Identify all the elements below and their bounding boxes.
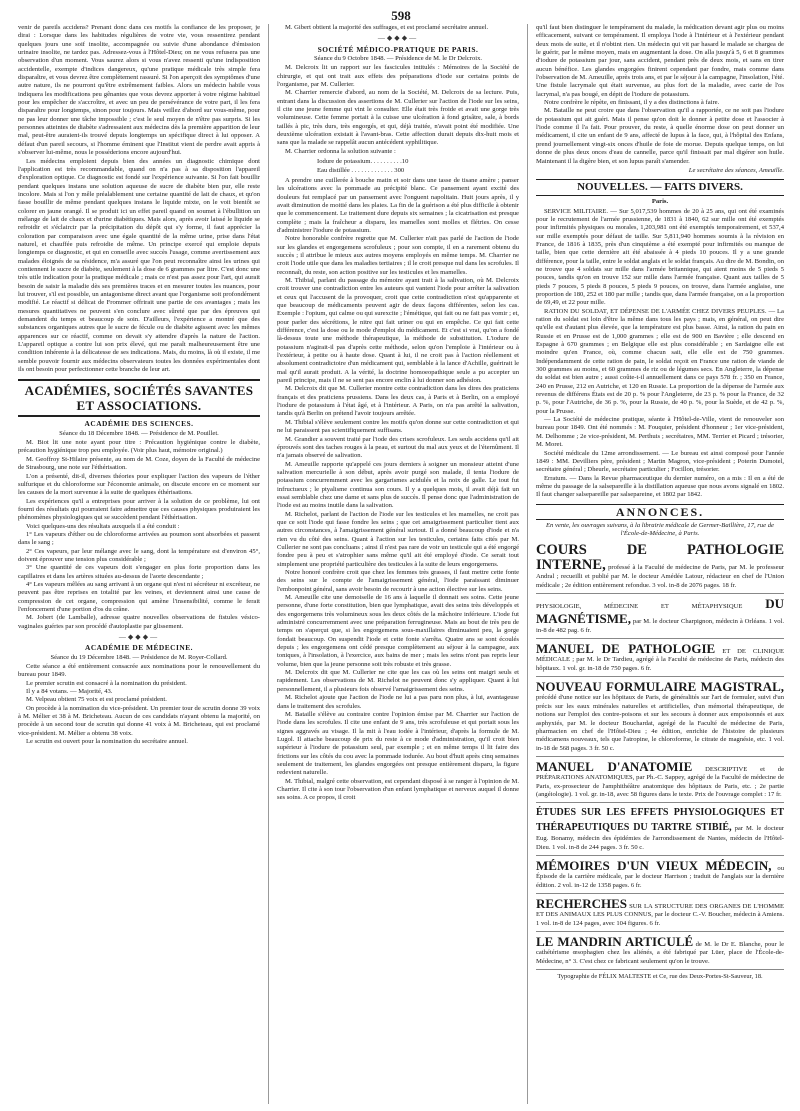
article-continuation: venir de pareils accidens? Prenant donc dans ces motifs la confiance de les proposer, je dirai : Lorsque dans les habitudes régulières de votre vie, vous ressentirez pendant quelques jours une soif insolite, accompagnée ou suivie d'une abondance d'émission urinaire insolite, ne tardez pas. Adressez-vous à l'Hôtel-Dieu; on ne vous refusera pas une observation d'un moment. Vous saurez alors si vous n'avez ressenti qu'une indisposition accidentelle, exempte d'indices dangereux, qu'une pratique médicale très simple fera disparaître, et vous devrez être complètement rassuré. Si l'on aperçoit des symptômes d'une autre nature, ils ne pourront qu'être extrêmement faibles. Alors un médecin habile vous indiquera les modifications peu gênantes que vous devrez apporter à votre régime habituel pour les empêcher de s'accroître, et avec un peu de persévérance de votre part, il les fera disparaître pour longtemps, sinon pour toujours. Mais veillez d'abord sur vous-même, pour ne pas leur donner une tâche impossible ; c'est le seul moyen de n'être pas surpris. Si les personnes atteintes de diabète s'adressaient aux médecins dès la première apparition de leur mal, peut-être auraient-ils trouvé depuis longtemps un spécifique direct à lui opposer. A défaut d'un pareil secours, si l'homme éminent que l'Institut vient de perdre avait appris à s'observer lui-même, nous le posséderions encore aujourd'hui. <box>18 24 260 157</box>
news-item: SERVICE MILITAIRE. — Sur 5,017,539 hommes de 20 à 25 ans, qui ont été examinés pour le recrutement de l'armée prussienne, de 1831 à 1840, 62 sur mille ont été exemptés pour infirmités physiques ou morales, 1,203,981 ont été exemptés temporairement, et 537,4 sur mille exemptés pour défaut de taille. Sur 5,811,940 hommes soumis à la révision en France, de 1816 à 1835, près d'un cinquième a été exempté pour infirmités ou manque de taille, bien que cette dernière ait été abaissée à 4 pieds 10 pouces. Il y a une grande différence, pour la taille, entre le soldat anglais et le soldat français. Au dire de M. Bondin, on ne trouve que 4 soldats sur mille dans l'armée britannique, qui aient moins de 5 pieds 5 pouces, tandis qu'on en trouve 152 sur mille dans l'armée française. Quant aux tailles de 5 pieds 7 pouces, 5 pieds 8 pouces, 5 pieds 9 pouces, on trouve, dans l'armée anglaise, une proportion de 180, 252 et 180 par mille ; tandis que, dans l'armée française, on a la proportion de 69,49, et 22 pour mille. <box>536 207 784 307</box>
news-item: RATION DU SOLDAT, ET DÉPENSE DE L'ARMÉE CHEZ DIVERS PEUPLES. — La ration du soldat est loin d'être la même dans tous les pays ; mais, en général, on peut dire qu'elle est d'autant plus élevée, que la température est plus basse. Ainsi, la ration du pain en Russie et en Prusse est de 1,000 grammes ; elle est de 900 en Bavière ; elle descend en Espagne à 670 grammes ; en Belgique elle est plus considérable ; en Sardaigne elle est moindre qu'en France, où, comme chacun sait, elle elle est de 750 grammes. Indépendamment de cette ration de pain, le soldat reçoit en France une ration de viande de 300 grammes au moins, et 60 grammes de riz ou de légumes secs. En Angleterre, la dépense du soldat est bien autre ; aussi coûte-t-il annuellement dans ce pays 578 fr. ; 350 en France, 240 en Prusse, 212 en Autriche, et 120 en Russie. La proportion de la dépense de l'armée aux revenus de différens États est de 20 p. % pour l'Angleterre, de 23 p. % pour la France, de 32 p. %, pour l'Autriche, de 36 p. %, pour la Russie, de 40 p. %, pour la Suède, et de 42 p. %, pour la Prusse. <box>536 307 784 415</box>
paragraph: 1° Les vapeurs d'éther ou de chloroforme arrivées au poumon sont absorbées et passent dans le sang ; <box>18 530 260 547</box>
ad-title: NOUVEAU FORMULAIRE MAGISTRAL, <box>536 679 784 695</box>
academie-sciences-heading: ACADÉMIE DES SCIENCES. <box>84 419 194 429</box>
column-rule <box>527 24 528 1104</box>
advertisement <box>536 803 784 856</box>
paragraph: qu'il faut bien distinguer le tempérament du malade, la médication devant agir plus ou moins efficacement, suivant ce tempérament. Il employa l'iode à l'intérieur et à l'extérieur pendant deux mois de suite, et il n'obtint rien. Un médecin qui vit par hasard le malade se chargea de le guérir, par le même moyen, mais en augmentant la dose. On alla jusqu'à 5, 6 et 8 grammes d'iodure de potassium par jour, sans accident, pendant près de deux mois, et sans en tirer aucun bénéfice. Les glandes engorgées finirent cependant par fondre, mais comme dans l'observation de M. Ameuille, après trois ans, et par le séjour à la campagne, l'insolation, l'été. Une fistule lacrymale qui était survenue, au plus fort de la maladie, avec carie de l'os lacrymal, n'a pas bougé, en dépit de l'iodure de potassium. <box>536 24 784 98</box>
paragraph: M. Thibial, parlant du passage du mémoire ayant trait à la salivation, où M. Delcroix croit trouver une contradiction entre les auteurs qui vantent l'iode pour arrêter la salivation et ceux qui l'accusent de la provoquer, croit que cette contradiction n'est qu'apparente et que beaucoup de médicaments peuvent agir de deux façons différentes, selon les cas. Exemple : l'opium, qui calme ou qui surexcite ; l'émétique, qui fait ou ne fait pas vomir ; et, pour parler des sécrétions, le nitre qui fait uriner ou qui en empêche. Ce qui fait cette différence, c'est la dose ou le mode d'emploi du médicament. Et c'est si vrai, qu'on a fondé là-dessus toute une méthode thérapeutique, la méthode de substitution. L'iodure de potassium n'agirait-il pas d'après cette méthode, selon qu'on l'emploie à l'intérieur ou à l'extérieur, à petite ou à haute dose. Quant à lui, il ne croit pas à l'action réellement et absolument contradictoire d'un médicament qui, semblable à la lance d'Achille, guérirait le mal qu'il aurait produit. A la vérité, la doctrine homoeopathique seule a pu accepter un pareil principe, mais il ne se sent pas encore enclin à lui donner son adhésion. <box>277 276 519 385</box>
paragraph: 2° Ces vapeurs, par leur mélange avec le sang, dont la température est d'environ 45°, doivent éprouver une tension plus considérable ; <box>18 547 260 563</box>
news-item: Erratum. — Dans la Revue pharmaceutique du dernier numéro, on a mis : Il en a été de même du passage de la salsepareille à la distillation aqueuse que nous avons signalé en 1802. Il faut changer salsepareille par salsepareine, et 1802 par 1842. <box>536 474 784 499</box>
advertisement <box>536 639 784 677</box>
paragraph: M. Charrier remercie d'abord, au nom de la Société, M. Delcroix de sa lecture. Puis, entrant dans la discussion des assertions de M. Cullerier sur l'action de l'iode sur les seins, il cite une jeune femme qui vint le consulter. Elle était très froide et avait une gorge très volumineuse. Cette femme portait à la cuisse une ulcération à fond grisâtre, sale, à bords taillés à pic, très durs, très engorgés, et qui, déjà traitée, n'avait point été modifiée. Une deuxième ulcération existait à l'avant-bras. Cette affection durait depuis dix-huit mois et sans que la malade se rappelât aucun antécédent syphilitique. <box>277 89 519 147</box>
ad-title: ÉTUDES SUR LES EFFETS PHYSIOLOGIQUES ET THÉRAPEUTIQUES DU TARTRE STIBIÉ, <box>536 807 784 834</box>
paragraph: Le premier scrutin est consacré à la nomination du président. <box>26 679 187 687</box>
paragraph: M. Bataille ne peut croire que dans l'observation qu'il a rapportée, ce ne soit pas l'iodure de potassium qui ait guéri. Mais il pense qu'on doit le donner à petite dose et l'associer à l'iode comme il l'a fait. Pour prouver, du reste, à quelle énorme dose on peut donner un médicament, il cite un enfant de 9 ans, affecté de lupus à la face, qui, à l'hôpital des Enfans, prend journellement vingt-six onces d'huile de foie de morue. Depuis quelque temps, on lui donne de plus deux onces d'eau de cannelle, parce qu'il finissait par mal digérer son huile. Maintenant il la digère bien, et son lupus paraît s'amender. <box>536 107 784 165</box>
paragraph: M. Velpeau obtient 75 voix et est proclamé président. <box>26 696 167 704</box>
paragraph: M. Geoffroy St-Hilaire présente, au nom de M. Coze, doyen de la Faculté de médecine de Strasbourg, une note sur l'éthérisation. <box>18 455 260 472</box>
ornament-divider: —◆◆◆— <box>118 633 160 642</box>
ad-title: MANUEL DE PATHOLOGIE <box>536 641 716 657</box>
paragraph: Notre honorable confrère regrette que M. Cullerier n'ait pas parlé de l'action de l'iode sur les glandes et engorgemens scrofuleux ; pour son compte, il en a rarement obtenu du succès ; il attribue le mieux aux autres moyens employés en même temps. M. Charrier ne croit l'iode utile que dans les maladies tertiaires ; il le croit presque nul dans les scrofules. Il reconnaît, du reste, son action positive sur les testicules et les mamelles. <box>277 235 519 276</box>
annonces-heading: ANNONCES. <box>536 504 784 520</box>
ad-title: MANUEL D'ANATOMIE <box>536 758 693 774</box>
printer-footer: Typographie de FÉLIX MALTESTE et Ce, rue des Deux-Portes-St-Sauveur, 18. <box>557 973 763 981</box>
nouvelles-heading: NOUVELLES. — FAITS DIVERS. <box>536 179 784 196</box>
paragraph: M. Richelot, parlant de l'action de l'iode sur les testicules et les mamelles, ne croit pas que ce soit l'iode qui fasse fondre les seins ; que cet amaigrissement particulier tient aux autres circonstances, à l'amaigrissement général surtout. Il a donné beaucoup d'iode et n'a rien vu du côté des seins. Quant à l'action sur les testicules, certains faits cités par M. Cullerier ne sont pas concluans ; ainsi il n'est pas rare de voir un testicule qui a été engorgé fondre peu à peu et s'atrophier sans même qu'il ait été employé d'iode. Ce serait tout simplement une propriété particulière des testicules à la suite de leurs engorgemens. <box>277 510 519 568</box>
paragraph: M. Delcroix lit un rapport sur les fascicules intitulés : Mémoires de la Société de chirurgie, et qui ont trait aux effets des préparations d'iode sur certains points de l'organisme, par M. Cullerier. <box>277 64 519 89</box>
paragraph: Les expériences qu'il a entreprises pour arriver à la solution de ce problème, lui ont fourni des résultats qui pourraient faire admettre que ces causes physiques produiraient les phénomènes physiologiques qui se succèdent pendant l'éthérisation. <box>18 497 260 522</box>
advertisement <box>536 541 784 594</box>
section-heading-academies: ACADÉMIES, SOCIÉTÉS SAVANTES ET ASSOCIATIONS. <box>18 379 260 417</box>
ad-description: de M. le Dr E. Blanche, pour le cathétérisme œsophagien chez les aliénés, a été fabriqué par Lüer, place de l'École-de-Médecine, n° 3. C'est chez ce fabricant seulement qu'on le trouve. <box>536 941 784 965</box>
ad-description: ou Épisode de la carrière médicale, par le docteur Harrison ; traduit de l'anglais sur la dernière édition. 2 vol. in-12 de 1358 pages. 6 fr. <box>536 864 784 889</box>
annonces-intro: En vente, les ouvrages suivans, à la librairie médicale de Germer-Baillière, 17, rue de l'École-de-Médecine, à Paris. <box>546 521 774 537</box>
paragraph: M. Richelot ajoute que l'action de l'iode ne lui a pas paru non plus, à lui, avantageuse dans le traitement des scrofules. <box>277 694 519 710</box>
column-2 <box>277 24 519 1104</box>
advertisement <box>536 677 784 757</box>
paragraph: On procède à la nomination du vice-président. Un premier tour de scrutin donne 39 voix à M. Mélier et 38 à M. Bricheteau. Aucun de ces candidats n'ayant obtenu la majorité, on procède à un second tour de scrutin qui donne 41 voix à M. Bricheteau, qui est proclamé vice-président. M. Mélier a obtenu 38 voix. <box>18 704 260 737</box>
city-label: Paris. <box>651 198 669 206</box>
session-line: Séance du 9 Octobre 1848. — Présidence de M. le Dr Delcroix. <box>313 55 483 63</box>
paragraph: M. Gibert obtient la majorité des suffrages, et est proclamé secrétaire annuel. <box>285 24 489 31</box>
signature-line: Le secrétaire des séances, Ameuille. <box>688 166 784 174</box>
paragraph: M. Ameuille rapporte qu'appelé ces jours derniers à soigner un monsieur atteint d'une salivation mercurielle à son début, après avoir purgé son malade, il tenta l'iodure de potassium concurremment avec les gargarismes acidulés et la noix de galle. Le tout fut infructueux ; le ptyalisme continua son cours. Il y a quelques mois, il avait déjà fait un essai semblable chez une dame et sans plus de succès. Il pense donc que l'administration de l'iode est au moins inutile dans la salivation. <box>277 460 519 510</box>
paragraph: M. Thibial s'élève seulement contre les motifs qu'on donne sur cette contradiction et qui ne lui paraissent pas scientifiquement suffisans. <box>277 418 519 435</box>
paragraph: 3° Une quantité de ces vapeurs doit s'engager en plus forte proportion dans les capillaires et dans les artères situées au-dessus de l'aorte descendante ; <box>18 564 260 580</box>
newspaper-page <box>18 8 784 1104</box>
ad-description: ET DE CLINIQUE MÉDICALE ; par M. le Dr Tardieu, agrégé à la Faculté de médecine de Paris, médecin des hôpitaux. 1 vol. gr. in-18 de 750 pages. 6 fr. <box>536 648 784 672</box>
ornament-divider: —◆◆◆— <box>377 34 419 43</box>
formula <box>317 158 519 175</box>
paragraph: L'on a présenté, dit-il, diverses théories pour expliquer l'action des vapeurs de l'éther sulfurique et du chloroforme sur l'économie animale, on discute encore en ce moment sur les causes de la mort survenue à la suite de quelques éthérisations. <box>18 472 260 497</box>
formula-line: Iodure de potassium. . . . . . . . . .10 <box>317 158 409 166</box>
ad-description: professé à la Faculté de médecine de Paris, par M. le professeur Andral ; recueilli et publié par M. le docteur Amédée Latour, rédacteur en chef de l'Union médicale ; 2e édition entièrement refondue. 3 vol. in-8 de 2076 pages. 18 fr. <box>536 564 784 589</box>
ad-lead: PHYSIOLOGIE, MÉDECINE ET MÉTAPHYSIQUE <box>536 603 743 611</box>
ad-title: LE MANDRIN ARTICULÉ <box>536 934 694 949</box>
page-number: 598 <box>391 8 411 23</box>
columns <box>18 24 784 1104</box>
paragraph: Il y a 84 votans. — Majorité, 43. <box>26 688 113 696</box>
paragraph: M. Biot lit une note ayant pour titre : Précaution hygiénique contre le diabète, précaution hygiénique trop peu employée. (Voir plus haut, mémoire original.) <box>18 439 260 455</box>
news-item: — La Société de médecine pratique, séante à l'Hôtel-de-Ville, vient de renouveler son bureau pour 1849. Ont été nommés : M. Fouquier, président d'honneur ; 1er vice-président, M. Delhomme ; 2e vice-président, M. Perthuis ; secrétaires, MM. Terrier et Picard ; trésorier, M. Moret. <box>536 416 784 449</box>
paragraph: M. Ameuille cite une demoiselle de 16 ans à laquelle il donnait ses soins. Cette jeune personne, d'une forte constitution, bien que lymphatique, avait des seins très développés et des engorgemens très volumineux sous les deux côtés de la mâchoire inférieure. L'iode fut administré concurremment avec une préparation ferrugineuse. Mais au bout de très peu de temps on s'aperçut que, si les engorgemens sous-maxillaires diminuaient peu, la gorge fondait beaucoup. On suspendit l'iode et cette fonte s'arrêta. Quatre ans se sont écoulés depuis ; les engorgemens ont cédé presque complètement au séjour à la campagne, aux toniques, à l'insolation, à l'exercice, aux bains de mer ; mais les seins n'ont pas repris leur volume, bien que la jeune personne soit très robuste et très grasse. <box>277 594 519 668</box>
ad-title: DU MAGNÉTISME, <box>536 596 784 627</box>
paragraph: 4° Les vapeurs mêlées au sang arrivant à un organe qui n'est ni sécréteur ni excréteur, ne peuvent pas être reprises en totalité par les veines, et deviennent ainsi une cause de compression de cet organe, compression qui amène l'insensibilité, comme le ferait l'enfoncement d'une portion d'os du crâne. <box>18 580 260 613</box>
paragraph: M. Bataille s'élève au contraire contre l'opinion émise par M. Charrier sur l'action de l'iode dans les scrofules. Il cite une enfant de 9 ans, très scrofuleuse et qui portait sous les signes aggravés au visage. Il la mit à l'eau iodée à l'intérieur, d'après la formule de M. Lugol. Il attache beaucoup de prix du reste à ce mode d'administration, qu'il croit bien supérieur à l'iodure de potassium seul, par exemple ; et en même temps il lit faire des frictions sur les côtés du cou avec la pommade iodurée. Au bout d'huit après cinq semaines seulement de traitement, les glandes engorgées ont presque entièrement disparu, la figure redevient naturelle. <box>277 710 519 777</box>
societe-medico-pratique-heading: SOCIÉTÉ MÉDICO-PRATIQUE DE PARIS. <box>317 44 479 54</box>
paragraph: M. Delcroix dit que M. Cullerier ne cite que les cas où les seins ont maigri seuls et rapidement. Les observations de M. Richelot ne peuvent donc s'y appliquer. Quant à lui personnellement, il a plusieurs fois observé l'amaigrissement des seins. <box>277 669 519 693</box>
paragraph: M. Grandier a souvent traité par l'iode des crises scrofuleux. Les seuls accidens qu'il ait éprouvés sont des taches rouges à la peau, et surtout du mal aux yeux et de l'éternûment. Il n'a jamais observé de salivation. <box>277 435 519 460</box>
formula-line: Eau distillée . . . . . . . . . . . . . 300 <box>317 166 405 174</box>
paragraph: Notre confrère le répète, en finissant, il y a des distinctions à faire. <box>544 99 720 107</box>
ad-description: par M. le docteur Eug. Bonamy, médecin des épidémies de l'arrondissement de Nantes, médecin de l'Hôtel-Dieu. 1 vol. in-8 de 244 pages. 3 fr. 50 c. <box>536 825 784 851</box>
advertisement <box>536 594 784 639</box>
session-line: Séance du 18 Décembre 1848. — Présidence de M. Pouillet. <box>59 429 219 437</box>
paragraph: Notre honoré confrère croit que chez les femmes très grasses, il faut mettre cette fonte des seins sur le compte de l'amaigrissement général, l'iode paraissant diminuer l'embonpoint général, sans avoir besoin de recourir à une action élective sur les seins. <box>277 569 519 593</box>
news-item: Société médicale du 12me arrondissement. — Le bureau est ainsi composé pour l'année 1849 : MM. Devilliers père, président ; Martin Magron, vice-président ; Poterin Dumotel, secrétaire général ; Dheurle, secrétaire particulier ; Focillon, trésorier. <box>536 449 784 474</box>
paragraph: M. Delcroix dit que M. Cullerier montre cette contradiction dans les dires des praticiens français et des praticiens prussiens. Dans les deux cas, à Paris et à Berlin, on a employé l'iodure de potassium à l'état âgé, et à l'intérieur. A Paris, on n'a pas arrêté la salivation, tandis qu'à Berlin on prétend l'avoir toujours arrêtée. <box>277 385 519 418</box>
column-3 <box>536 24 784 1104</box>
paragraph: Le scrutin est ouvert pour la nomination du secrétaire annuel. <box>26 738 188 746</box>
ad-title: COURS DE PATHOLOGIE INTERNE, <box>536 542 784 574</box>
advertisement <box>536 932 784 970</box>
ad-description: SUR LA STRUCTURE DES ORGANES DE L'HOMME ET DES ANIMAUX LES PLUS CONNUS, par le docteur C.-V. Boucher, médecin à Amiens. 1 vol. in-8 de 124 pages, avec 104 figures. 6 fr. <box>536 902 784 927</box>
ad-description: par M. le docteur Charpignon, médecin à Orléans. 1 vol. in-8 de 482 pag. 6 fr. <box>536 618 784 634</box>
paragraph: Voici quelques-uns des résultats auxquels il a été conduit : <box>26 522 180 530</box>
ad-description: DESCRIPTIVE et de PRÉPARATIONS ANATOMIQUES, par Ph.-C. Sappey, agrégé de la Faculté de médecine de Paris, ex-prosecteur de l'amphithéâtre anatomique des hôpitaux de Paris, etc. ; 2e partie (angéiologie). 1 vol. gr. in-18, avec 58 figures dans le texte. Prix de l'ouvrage complet : 17 fr. <box>536 765 784 798</box>
paragraph: A prendre une cuillerée à bouche matin et soir dans une tasse de tisane amère ; panser les ulcérations avec la pommade au précipité blanc. Ce pansement ayant excité des douleurs fut remplacé par un pansement avec l'onguent napolitain. Huit jours après, il y avait diminution de moitié dans les plaies. La fin de la guérison a été plus difficile à obtenir que le commencement. Le traitement dure depuis six semaines ; la cicatrisation est presque complète ; mais la fraîcheur a disparu, les mamelles sont molles et flétries. On cesse d'administrer l'iodure de potassium. <box>277 176 519 234</box>
advertisement <box>536 894 784 932</box>
advertisement <box>536 757 784 803</box>
paragraph: M. Charrier ordonna la solution suivante : <box>285 147 396 155</box>
column-rule <box>268 24 269 1104</box>
paragraph: Les médecins emploient depuis bien des années un diagnostic chimique dont l'application est très recommandable, quand on n'a pas à sa disposition l'appareil d'exploration optique. Ce diagnostic est fondé sur l'expérience suivante. Si l'on fait bouillir pendant quelques instans une solution aqueuse de sucre de diabète bien pur, elle reste incolore. Mais si l'on y mêle préalablement une certaine quantité de lait de chaux, et qu'on fasse bouillir de même pendant quelques instans le liquide mixte, on le voit bientôt se colorer en jaune orangé. Il se produit ici un effet pareil quand on soumet à l'ébullition un mélange de lait de chaux et d'urine diabétiques. Mais alors, après avoir laissé le liquide se refroidir et s'éclaircir par la précipitation du dépôt qui s'y forme, il faut apprécier la coloration par comparaison avec une égale quantité de la même urine, prise dans l'état naturel, et chauffée puis refroidie de même. Un principe exercé qui emploie depuis longtemps ce diagnostic, et qui en conseille avec succès l'usage, comme avertissement aux malades éloignés de sa résidence, m'a assuré que l'on peut reconnaître ainsi les urines qui contiennent le sucre de diabète, seulement à la dose de 6 grammes par litre. C'est donc une très utile indication pour la pratique médicale ; mais ce n'est pas assez pour l'art, qui aurait besoin de saisir la maladie dès ses premières traces et en mesurer toutes les nuances, pour lui trouver, s'il est possible, un antagonisme direct avant que l'organisme soit profondément modifié. Le réactif si délicat de Frommer offrirait une partie de ces avantages ; mais les mesures quantitatives ne peuvent s'en conclure avec sûreté que par des épreuves qui demandent du temps et beaucoup de soin. D'ailleurs, l'expérience a montré que des substances organiques autres que le sucre de fécule ou de diabète agissent avec les mêmes apparences sur ce réactif, comme on devait s'y attendre d'après la nature de l'action. L'appareil optique a contre lui son prix élevé, qui me paraît malheureusement être une condition inhérente à la délicatesse de ses indications. Mais, du moins, là où il existe, il me semble pouvoir fournir aux médecins observateurs toutes les données expérimentales dont ils ont besoin pour perfectionner cette branche de leur art. <box>18 157 260 374</box>
paragraph: M. Thibial, malgré cette observation, est cependant disposé à se ranger à l'opinion de M. Charrier. Il cite à son tour l'observation d'un enfant lymphatique et nerveux auquel il donne ses soins. A ce propos, il croit <box>277 777 519 802</box>
advertisement <box>536 856 784 894</box>
column-1 <box>18 24 260 1104</box>
academie-medecine-heading: ACADÉMIE DE MÉDECINE. <box>84 643 194 653</box>
paragraph: Cette séance a été entièrement consacrée aux nominations pour le renouvellement du bureau pour 1849. <box>18 663 260 679</box>
ad-description: précédé d'une notice sur les hôpitaux de Paris, de généralités sur l'art de formuler, suivi d'un précis sur les eaux minérales naturelles et artificielles, d'un mémorial thérapeutique, de notions sur l'emploi des contre-poisons et sur les secours à donner aux empoisonnés et aux asphyxiés, par M. le docteur Bouchardat, agrégé de la Faculté de médecine de Paris, pharmacien en chef de l'Hôtel-Dieu ; 4e édition, enrichie de l'histoire de plusieurs médicamens nouveaux, tels que l'atropine, le chloroforme, le citrate de magnésie, etc. 1 vol. in-18 de 568 pages. 3 fr. 50 c. <box>536 694 784 752</box>
paragraph: M. Jobert (de Lamballe), adresse quatre nouvelles observations de fistules vésico-vaginales guéries par son procédé d'autoplastie par glissement. <box>18 614 260 630</box>
ad-title: RECHERCHES <box>536 895 628 911</box>
session-line: Séance du 19 Décembre 1848. — Présidence de M. Royer-Collard. <box>50 653 228 661</box>
ad-title: MÉMOIRES D'UN VIEUX MÉDECIN, <box>536 857 772 873</box>
